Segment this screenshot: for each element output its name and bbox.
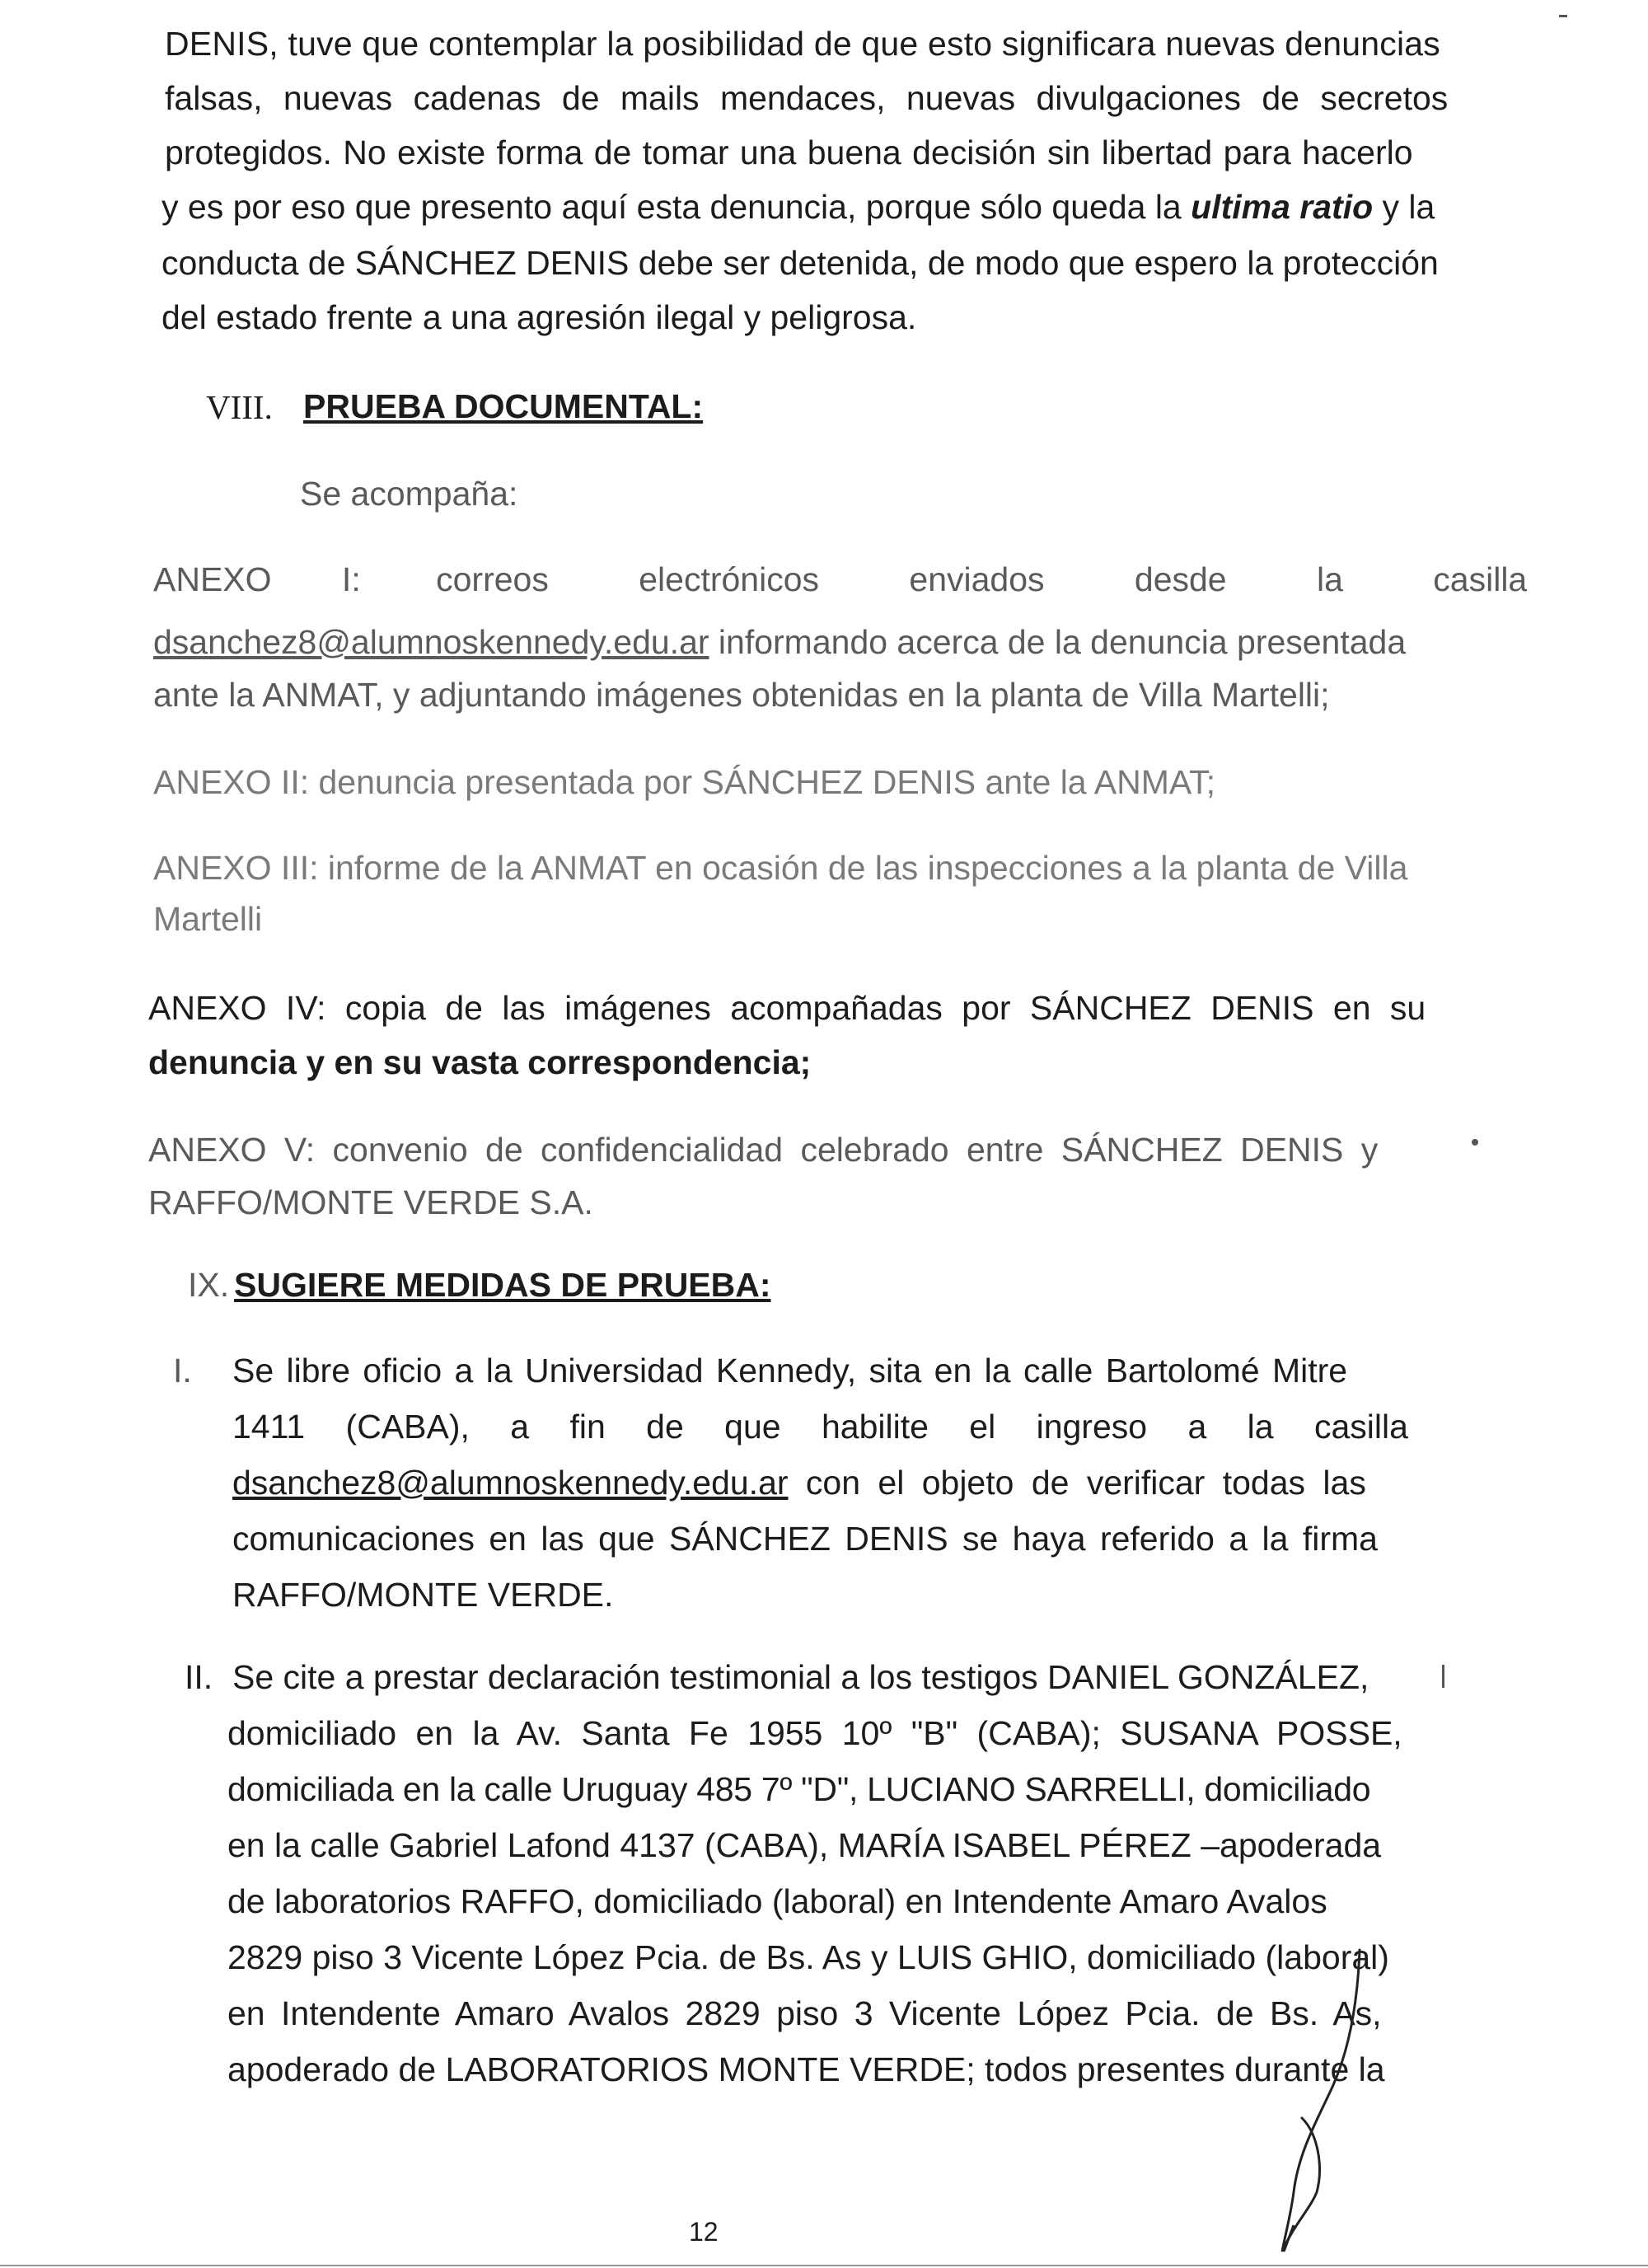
annex-4-line-1: ANEXO IV: copia de las imágenes acompañadas por SÁNCHEZ DENIS en su [148, 989, 1426, 1027]
section-ix-title: SUGIERE MEDIDAS DE PRUEBA: [234, 1266, 771, 1304]
annex-1-text-1: correos electrónicos enviados desde la casilla [436, 560, 1528, 598]
intro-line-4 [162, 188, 1435, 227]
annex-2: ANEXO II: denuncia presentada por SÁNCHEZ DENIS ante la ANMAT; [153, 763, 1216, 801]
measure-1-line-5: RAFFO/MONTE VERDE. [232, 1576, 614, 1614]
bottom-scan-edge [0, 2265, 1648, 2266]
page-number: 12 [689, 2217, 719, 2247]
measure-2-line-2: domiciliado en la Av. Santa Fe 1955 10º "B" (CABA); SUSANA POSSE, [227, 1714, 1402, 1752]
measure-2-line-7: en Intendente Amaro Avalos 2829 piso 3 Vicente López Pcia. de Bs. As, [227, 1994, 1382, 2032]
annex-3-line-2: Martelli [153, 900, 263, 938]
measure-1-line-3 [232, 1464, 1366, 1502]
measure-2-line-3: domiciliada en la calle Uruguay 485 7º "D", LUCIANO SARRELLI, domiciliado [227, 1770, 1371, 1808]
measure-1-number: I. [173, 1352, 192, 1389]
measure-2-number: II. [185, 1658, 213, 1696]
measure-2-line-1: Se cite a prestar declaración testimonial a los testigos DANIEL GONZÁLEZ, [232, 1658, 1369, 1696]
annex-1-line-3: ante la ANMAT, y adjuntando imágenes obtenidas en la planta de Villa Martelli; [153, 676, 1330, 714]
intro-line-2: falsas, nuevas cadenas de mails mendaces, nuevas divulgaciones de secretos [165, 79, 1449, 117]
intro-line-4-text: y es por eso que presento aquí esta denuncia, porque sólo queda la [162, 188, 1182, 226]
measure-1-line-4: comunicaciones en las que SÁNCHEZ DENIS se haya referido a la firma [232, 1520, 1378, 1558]
section-viii-number: VIII. [206, 388, 273, 426]
measure-1-email-link[interactable]: dsanchez8@alumnoskennedy.edu.ar [232, 1464, 789, 1502]
intro-line-1: DENIS, tuve que contemplar la posibilidad de que esto significara nuevas denuncias [165, 25, 1440, 63]
intro-line-4-end: y la [1373, 188, 1435, 226]
measure-1-text-3: con el objeto de verificar todas las [788, 1464, 1366, 1502]
ultima-ratio-text: ultima ratio [1191, 188, 1374, 226]
measure-2-line-4: en la calle Gabriel Lafond 4137 (CABA), MARÍA ISABEL PÉREZ –apoderada [227, 1826, 1382, 1864]
scan-dot [1472, 1139, 1478, 1146]
measure-1-line-1: Se libre oficio a la Universidad Kennedy, sita en la calle Bartolomé Mitre [232, 1352, 1348, 1389]
measure-2-line-8: apoderado de LABORATORIOS MONTE VERDE; todos presentes durante la [227, 2050, 1385, 2088]
scan-mark [1442, 1665, 1444, 1688]
annex-5-line-1: ANEXO V: convenio de confidencialidad celebrado entre SÁNCHEZ DENIS y [148, 1131, 1379, 1169]
annex-1-email-link[interactable]: dsanchez8@alumnoskennedy.edu.ar [153, 623, 709, 661]
annex-3-line-1: ANEXO III: informe de la ANMAT en ocasión de las inspecciones a la planta de Villa [153, 849, 1408, 887]
intro-line-5: conducta de SÁNCHEZ DENIS debe ser detenida, de modo que espero la protección [162, 244, 1439, 282]
annex-4-line-2: denuncia y en su vasta correspondencia; [148, 1043, 812, 1081]
annex-1-text-2: informando acerca de la denuncia presentada [709, 623, 1407, 661]
annex-1-label: ANEXO I: [153, 560, 361, 598]
measure-2-line-5: de laboratorios RAFFO, domiciliado (laboral) en Intendente Amaro Avalos [227, 1882, 1327, 1920]
section-viii-title: PRUEBA DOCUMENTAL: [303, 387, 704, 425]
measure-1-line-2: 1411 (CABA), a fin de que habilite el ingreso a la casilla [232, 1408, 1408, 1446]
annex-1-line-2 [153, 623, 1406, 662]
handwritten-signature [1236, 1945, 1401, 2258]
section-ix-number: IX. [188, 1266, 230, 1304]
scan-mark [1559, 15, 1567, 17]
annex-1-line-1 [153, 560, 1527, 599]
measure-2-line-6: 2829 piso 3 Vicente López Pcia. de Bs. As y LUIS GHIO, domiciliado (laboral) [227, 1938, 1389, 1976]
intro-line-6: del estado frente a una agresión ilegal y peligrosa. [162, 298, 917, 336]
section-viii-intro: Se acompaña: [300, 475, 518, 513]
annex-5-line-2: RAFFO/MONTE VERDE S.A. [148, 1183, 593, 1221]
intro-line-3: protegidos. No existe forma de tomar una buena decisión sin libertad para hacerlo [165, 134, 1413, 171]
